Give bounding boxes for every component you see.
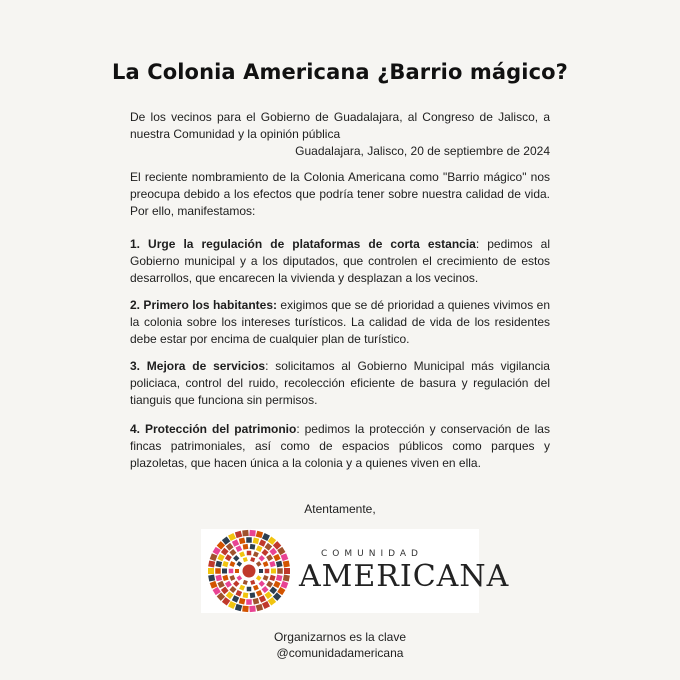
mosaic-tile	[269, 575, 275, 581]
mosaic-tile	[243, 557, 248, 562]
mosaic-tile	[235, 604, 242, 611]
mosaic-tile	[283, 574, 290, 581]
logo-word: AMERICANA	[299, 559, 510, 594]
point-2-text: exigimos que se dé prioridad a quienes vivimos en la colonia sobre los intereses turísticos. La calidad de vida de los residentes debe estar por encima de cualquier plan de turístico.	[130, 298, 550, 346]
mosaic-tile	[264, 591, 272, 599]
mosaic-tile	[229, 586, 236, 593]
date-line: Guadalajara, Jalisco, 20 de septiembre de 2024	[295, 144, 550, 158]
mosaic-tile	[273, 554, 280, 561]
logo-small-text: COMUNIDAD	[321, 549, 423, 559]
page-title: La Colonia Americana ¿Barrio mágico?	[112, 60, 568, 84]
mosaic-tile	[253, 598, 260, 605]
mosaic-tile	[259, 595, 266, 602]
mosaic-tile	[262, 549, 269, 556]
mosaic-tile	[226, 591, 234, 599]
preface-paragraph: El reciente nombramiento de la Colonia Americana como "Barrio mágico" nos preocupa debido a los efectos que podría tener sobre nuestra calidad de vida. Por ello, manifestamos:	[130, 170, 550, 218]
mosaic-tile	[247, 587, 252, 592]
point-4-text: : pedimos la protección y conservación de las fincas patrimoniales, así como de espacios públicos como parques y plazoletas, que hacen única a la colonia y a quienes viven en ella.	[130, 422, 550, 470]
handle-line: @comunidadamericana	[276, 646, 404, 660]
mosaic-tile	[232, 595, 239, 602]
mosaic-tile	[222, 575, 228, 581]
mosaic-tile	[242, 606, 249, 613]
mosaic-tile	[247, 551, 252, 556]
mosaic-tile	[225, 554, 232, 561]
mosaic-tile	[269, 586, 277, 594]
mosaic-tile	[256, 531, 263, 538]
mosaic-tile	[250, 592, 256, 598]
mosaic-tile	[253, 537, 260, 544]
mosaic-tile	[239, 551, 245, 557]
mosaic-tile	[215, 575, 222, 582]
point-3	[130, 358, 550, 409]
mosaic-tile	[262, 533, 270, 541]
mosaic-center	[243, 565, 256, 578]
point-4	[130, 421, 550, 472]
mosaic-tile	[229, 561, 235, 567]
mosaic-tile	[256, 575, 262, 581]
point-1-heading: 1. Urge la regulación de plataformas de corta estancia	[130, 237, 476, 251]
mosaic-tile	[249, 606, 256, 613]
mosaic-tile	[246, 537, 252, 543]
mosaic-tile	[259, 569, 263, 573]
mosaic-tile	[243, 544, 249, 550]
mosaic-tile	[253, 585, 259, 591]
mosaic-tile	[225, 581, 232, 588]
mosaic-tile	[265, 569, 270, 574]
mosaic-tile	[281, 581, 289, 589]
point-3-text: : solicitamos al Gobierno Municipal más vigilancia policiaca, control del ruido, recolección eficiente de basura y regulación del tianguis que funciona sin permisos.	[130, 359, 550, 407]
mosaic-tile	[281, 553, 289, 561]
mosaic-tile	[250, 544, 256, 550]
mosaic-tile	[210, 581, 218, 589]
mosaic-tile	[215, 568, 221, 574]
mosaic-tile	[217, 581, 224, 588]
mosaic-tile	[253, 551, 259, 557]
mosaic-tile	[208, 561, 215, 568]
mosaic-tile	[269, 561, 275, 567]
point-1	[130, 236, 550, 287]
mosaic-tile	[271, 569, 276, 574]
mosaic-tile	[243, 592, 249, 598]
mosaic-tile	[242, 530, 249, 537]
mosaic-tile	[269, 548, 277, 556]
mosaic-tile	[217, 554, 224, 561]
mosaic-tile	[236, 590, 243, 597]
point-4-heading: 4. Protección del patrimonio	[130, 422, 297, 436]
mosaic-tile	[215, 561, 222, 568]
mosaic-tile	[236, 545, 243, 552]
point-3-heading: 3. Mejora de servicios	[130, 359, 266, 373]
mosaic-tile	[256, 604, 263, 611]
mosaic-tile	[236, 575, 242, 581]
mosaic-tile	[228, 601, 236, 609]
mosaic-tile	[239, 537, 246, 544]
mosaic-tile	[235, 569, 239, 573]
mosaic-tile	[266, 581, 273, 588]
mosaic-tile	[236, 561, 242, 567]
mosaic-tile	[210, 553, 218, 561]
mosaic-tile	[229, 575, 235, 581]
mosaic-tile	[233, 555, 239, 561]
mosaic-tile	[232, 539, 239, 546]
intro-paragraph	[130, 109, 550, 160]
mosaic-tile	[284, 568, 290, 574]
point-2	[130, 297, 550, 348]
mosaic-tile	[235, 531, 242, 538]
mosaic-tile	[273, 581, 280, 588]
mosaic-tile	[263, 561, 269, 567]
mosaic-tile	[262, 586, 269, 593]
mosaic-tile	[229, 569, 234, 574]
mosaic-tile	[259, 555, 265, 561]
closing-line: Atentamente,	[304, 502, 376, 516]
mosaic-tile	[266, 554, 273, 561]
mosaic-tile	[259, 539, 266, 546]
mosaic-tile	[276, 575, 283, 582]
mosaic-tile	[264, 543, 272, 551]
mosaic-tile	[221, 586, 229, 594]
intro-text: De los vecinos para el Gobierno de Guadalajara, al Congreso de Jalisco, a nuestra Comunidad y la opinión pública	[130, 110, 550, 141]
mosaic-tile	[259, 581, 265, 587]
mosaic-tile	[221, 548, 229, 556]
mosaic-tile	[233, 581, 239, 587]
mosaic-tile	[250, 557, 255, 562]
mosaic-tile	[222, 561, 228, 567]
comunidad-americana-logo	[201, 529, 510, 613]
mosaic-tile	[249, 530, 256, 537]
mosaic-tile	[239, 598, 246, 605]
mosaic-tile	[228, 533, 236, 541]
mosaic-tile	[243, 580, 248, 585]
mosaic-sun-icon	[201, 529, 297, 613]
mosaic-tile	[222, 569, 227, 574]
mosaic-tile	[262, 601, 270, 609]
mosaic-tile	[256, 545, 263, 552]
mosaic-tile	[250, 580, 255, 585]
motto-line: Organizarnos es la clave	[273, 630, 407, 644]
mosaic-tile	[263, 575, 269, 581]
mosaic-tile	[246, 599, 252, 605]
mosaic-tile	[276, 561, 283, 568]
mosaic-tile	[226, 543, 234, 551]
point-1-text: : pedimos al Gobierno municipal y a los diputados, que controlen el crecimiento de estos desarrollos, que encarecen la vivienda y desplazan a los vecinos.	[130, 237, 550, 285]
mosaic-tile	[283, 561, 290, 568]
mosaic-tile	[239, 585, 245, 591]
mosaic-tile	[277, 568, 283, 574]
point-2-heading: 2. Primero los habitantes:	[130, 298, 277, 312]
mosaic-tile	[256, 561, 262, 567]
mosaic-tile	[256, 590, 263, 597]
mosaic-tile	[208, 568, 214, 574]
mosaic-tile	[229, 549, 236, 556]
mosaic-tile	[208, 574, 215, 581]
